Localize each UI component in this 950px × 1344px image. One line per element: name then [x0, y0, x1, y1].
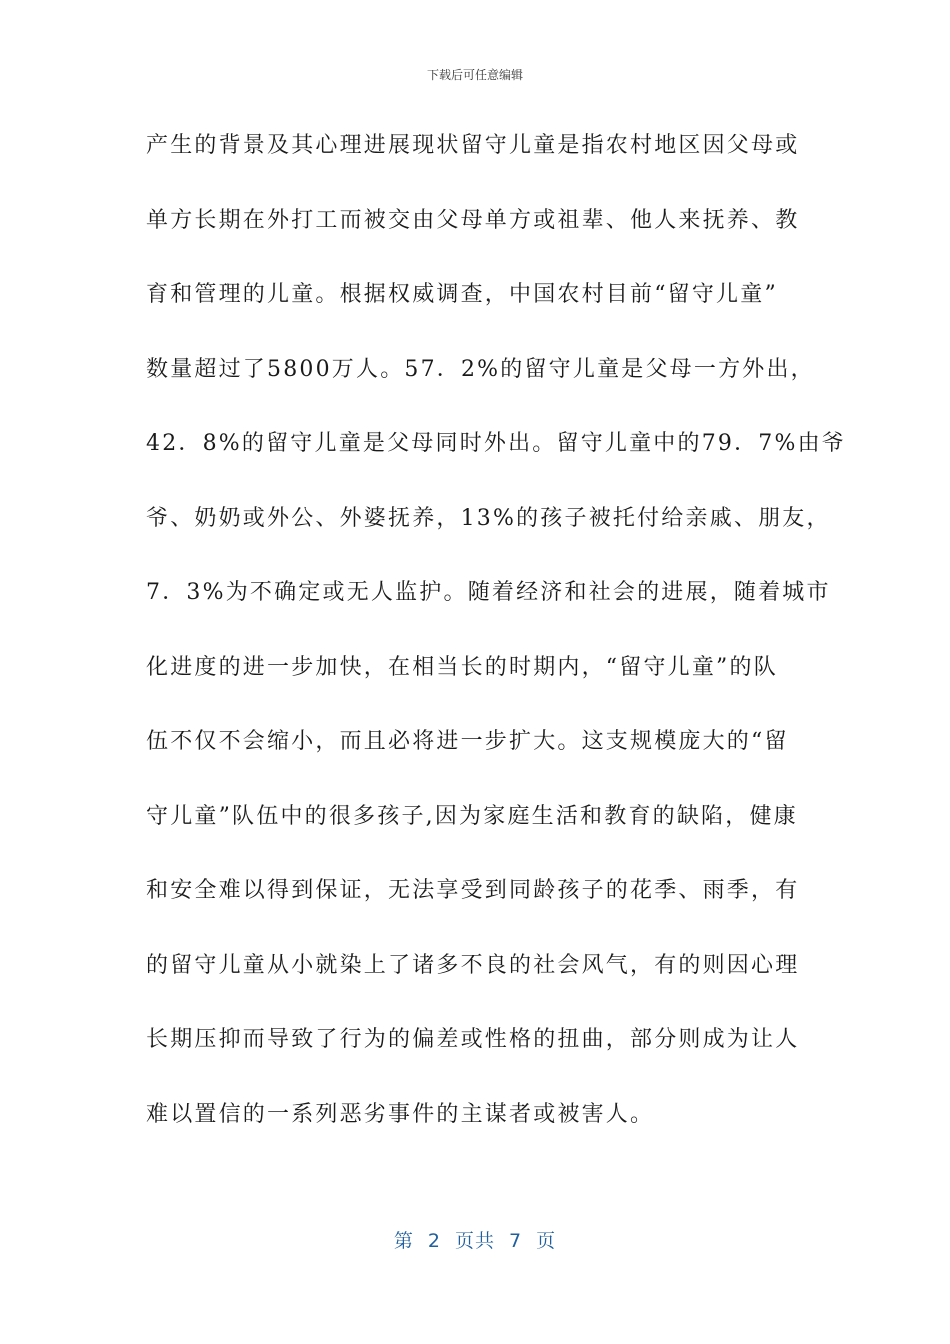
body-line: 和安全难以得到保证，无法享受到同龄孩子的花季、雨季，有 [146, 878, 800, 903]
body-line: 产生的背景及其心理进展现状留守儿童是指农村地区因父母或 [146, 133, 800, 158]
body-line: 42．8%的留守儿童是父母同时外出。留守儿童中的79．7%由爷 [146, 431, 846, 456]
page-header-note: 下载后可任意编辑 [426, 68, 523, 82]
body-line: 7．3%为不确定或无人监护。随着经济和社会的进展，随着城市 [146, 580, 831, 605]
document-body [146, 122, 846, 1165]
body-line: 难以置信的一系列恶劣事件的主谋者或被害人。 [146, 1101, 655, 1127]
footer-middle: 页共 [454, 1230, 495, 1252]
body-line: 的留守儿童从小就染上了诸多不良的社会风气，有的则因心理 [146, 952, 800, 978]
body-line: 爷、奶奶或外公、外婆抚养，13%的孩子被托付给亲戚、朋友， [146, 505, 831, 531]
footer-current-page: 2 [427, 1230, 441, 1252]
body-line: 伍不仅不会缩小，而且必将进一步扩大。这支规模庞大的“留 [146, 729, 789, 754]
body-line: 数量超过了5800万人。57．2%的留守儿童是父母一方外出， [146, 356, 815, 382]
body-line: 守儿童”队伍中的很多孩子,因为家庭生活和教育的缺陷，健康 [146, 803, 798, 829]
body-line: 长期压抑而导致了行为的偏差或性格的扭曲，部分则成为让人 [146, 1027, 800, 1052]
body-line: 育和管理的儿童。根据权威调查，中国农村目前“留守儿童” [146, 282, 778, 307]
footer-suffix: 页 [536, 1230, 557, 1252]
footer-prefix: 第 [393, 1230, 414, 1252]
footer-total-pages: 7 [509, 1230, 523, 1252]
body-line: 单方长期在外打工而被交由父母单方或祖辈、他人来抚养、教 [146, 207, 800, 233]
page-number-footer [0, 1226, 950, 1253]
body-line: 化进度的进一步加快，在相当长的时期内，“留守儿童”的队 [146, 654, 778, 680]
